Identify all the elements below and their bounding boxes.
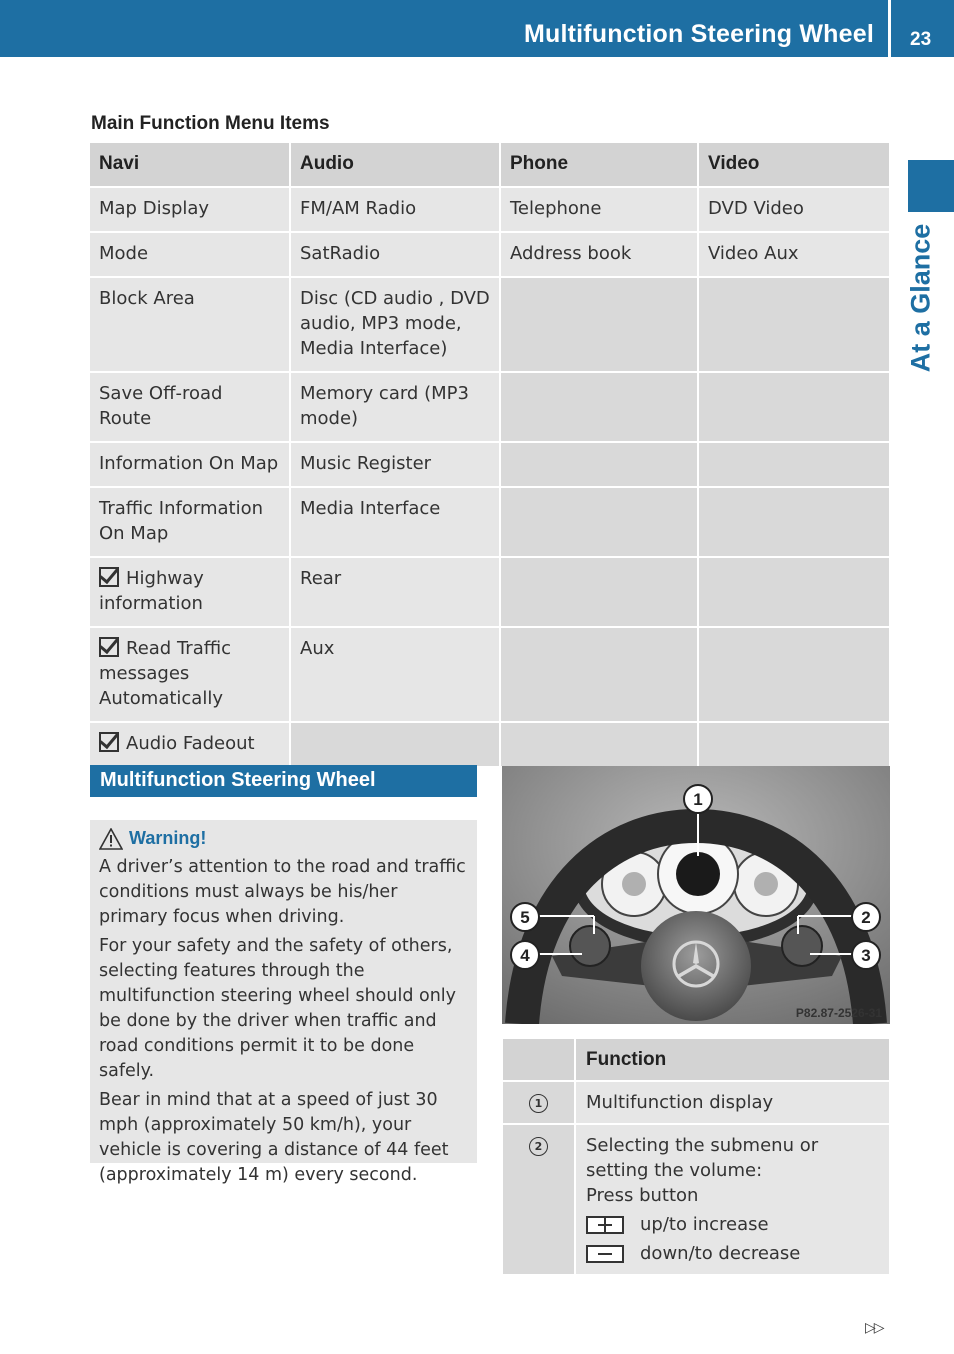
cell-phone: [500, 722, 698, 767]
cell-audio: SatRadio: [290, 232, 500, 277]
circled-number-icon: 2: [529, 1137, 548, 1156]
callout-1-label: 1: [693, 790, 703, 809]
cell-audio: Media Interface: [290, 487, 500, 557]
table-row: [90, 232, 889, 277]
photo-reference-code: P82.87-2526-31: [795, 1006, 882, 1020]
cell-audio: Aux: [290, 627, 500, 722]
cell-navi: Block Area: [90, 277, 290, 372]
key-instruction-label: up/to increase: [640, 1214, 769, 1235]
steering-wheel-illustration: [502, 766, 890, 1024]
continue-arrows-icon: ▷▷: [865, 1320, 883, 1336]
page-number: 23: [910, 29, 932, 50]
function-text-line: Selecting the submenu or setting the volume:: [586, 1135, 819, 1181]
checkbox-checked-icon: [99, 567, 119, 587]
table-row: [90, 187, 889, 232]
plus-key-icon: [586, 1216, 624, 1234]
cell-video: [698, 277, 889, 372]
column-header-navi: Navi: [90, 143, 290, 187]
cell-audio: [290, 722, 500, 767]
cell-navi: [90, 627, 290, 722]
cell-navi: [90, 722, 290, 767]
function-table: [503, 1039, 889, 1276]
column-header-number: [503, 1039, 575, 1081]
cell-phone: Address book: [500, 232, 698, 277]
cell-video: [698, 372, 889, 442]
table-row: [90, 277, 889, 372]
warning-paragraph: Bear in mind that at a speed of just 30 mph (approximately 50 km/h), your vehicle is covering a distance of 44 feet (approximately 14 m) every second.: [99, 1090, 449, 1185]
cell-navi: [90, 557, 290, 627]
function-description: [575, 1124, 889, 1275]
key-instruction: [586, 1212, 879, 1237]
cell-video: DVD Video: [698, 187, 889, 232]
warning-header: [99, 826, 468, 851]
warning-paragraph: A driver’s attention to the road and traffic conditions must always be his/her primary focus when driving.: [99, 857, 466, 927]
table-header-row: [90, 143, 889, 187]
cell-phone: [500, 557, 698, 627]
menu-section-heading: Main Function Menu Items: [91, 113, 330, 134]
table-row: [90, 627, 889, 722]
key-instruction: [586, 1241, 879, 1266]
checkbox-checked-icon: [99, 732, 119, 752]
cell-navi: Information On Map: [90, 442, 290, 487]
cell-video: Video Aux: [698, 232, 889, 277]
cell-phone: [500, 442, 698, 487]
cell-audio: Disc (CD audio , DVD audio, MP3 mode, Media Interface): [290, 277, 500, 372]
cell-phone: [500, 487, 698, 557]
checkbox-checked-icon: [99, 637, 119, 657]
cell-navi: Traffic Information On Map: [90, 487, 290, 557]
table-header-row: [503, 1039, 889, 1081]
row-number-cell: [503, 1081, 575, 1124]
callout-2-label: 2: [861, 908, 871, 927]
cell-video: [698, 487, 889, 557]
cell-video: [698, 557, 889, 627]
column-header-phone: Phone: [500, 143, 698, 187]
warning-paragraph: For your safety and the safety of others, selecting features through the multifunction steering wheel should only be done by the driver when traffic and road conditions permit it to be done safely.: [99, 936, 457, 1081]
cell-phone: [500, 277, 698, 372]
column-header-function: Function: [575, 1039, 889, 1081]
cell-video: [698, 442, 889, 487]
cell-navi: Save Off-road Route: [90, 372, 290, 442]
column-header-video: Video: [698, 143, 889, 187]
main-function-menu-table: [90, 143, 889, 768]
cell-audio: FM/AM Radio: [290, 187, 500, 232]
minus-key-icon: [586, 1245, 624, 1263]
cell-navi: Map Display: [90, 187, 290, 232]
callout-5-label: 5: [520, 908, 530, 927]
table-row: [90, 442, 889, 487]
cell-navi: Mode: [90, 232, 290, 277]
table-row: [90, 487, 889, 557]
warning-triangle-icon: [99, 828, 123, 850]
callout-3-label: 3: [861, 946, 871, 965]
cell-video: [698, 627, 889, 722]
table-row: [90, 557, 889, 627]
column-header-audio: Audio: [290, 143, 500, 187]
cell-phone: [500, 372, 698, 442]
function-text-line: Press button: [586, 1185, 699, 1206]
callout-4-label: 4: [520, 946, 530, 965]
cell-navi-text: Audio Fadeout: [126, 733, 255, 754]
msw-section-heading: Multifunction Steering Wheel: [90, 765, 477, 797]
table-row: [90, 722, 889, 767]
page-header-title: Multifunction Steering Wheel: [523, 20, 874, 48]
warning-title: Warning!: [129, 828, 207, 848]
table-row: [503, 1081, 889, 1124]
cell-video: [698, 722, 889, 767]
circled-number-icon: 1: [529, 1094, 548, 1113]
table-row: [503, 1124, 889, 1275]
cell-audio: Rear: [290, 557, 500, 627]
side-tab-label: At a Glance: [905, 223, 936, 373]
table-row: [90, 372, 889, 442]
cell-phone: [500, 627, 698, 722]
cell-navi-text: Read Traffic messages Automatically: [99, 638, 232, 709]
cell-phone: Telephone: [500, 187, 698, 232]
steering-wheel-photo: [502, 766, 890, 1024]
cell-navi-text: Highway information: [99, 568, 204, 614]
cell-audio: Memory card (MP3 mode): [290, 372, 500, 442]
function-description: Multifunction display: [575, 1081, 889, 1124]
cell-audio: Music Register: [290, 442, 500, 487]
key-instruction-label: down/to decrease: [640, 1243, 801, 1264]
row-number-cell: [503, 1124, 575, 1275]
warning-box: [90, 820, 477, 1185]
